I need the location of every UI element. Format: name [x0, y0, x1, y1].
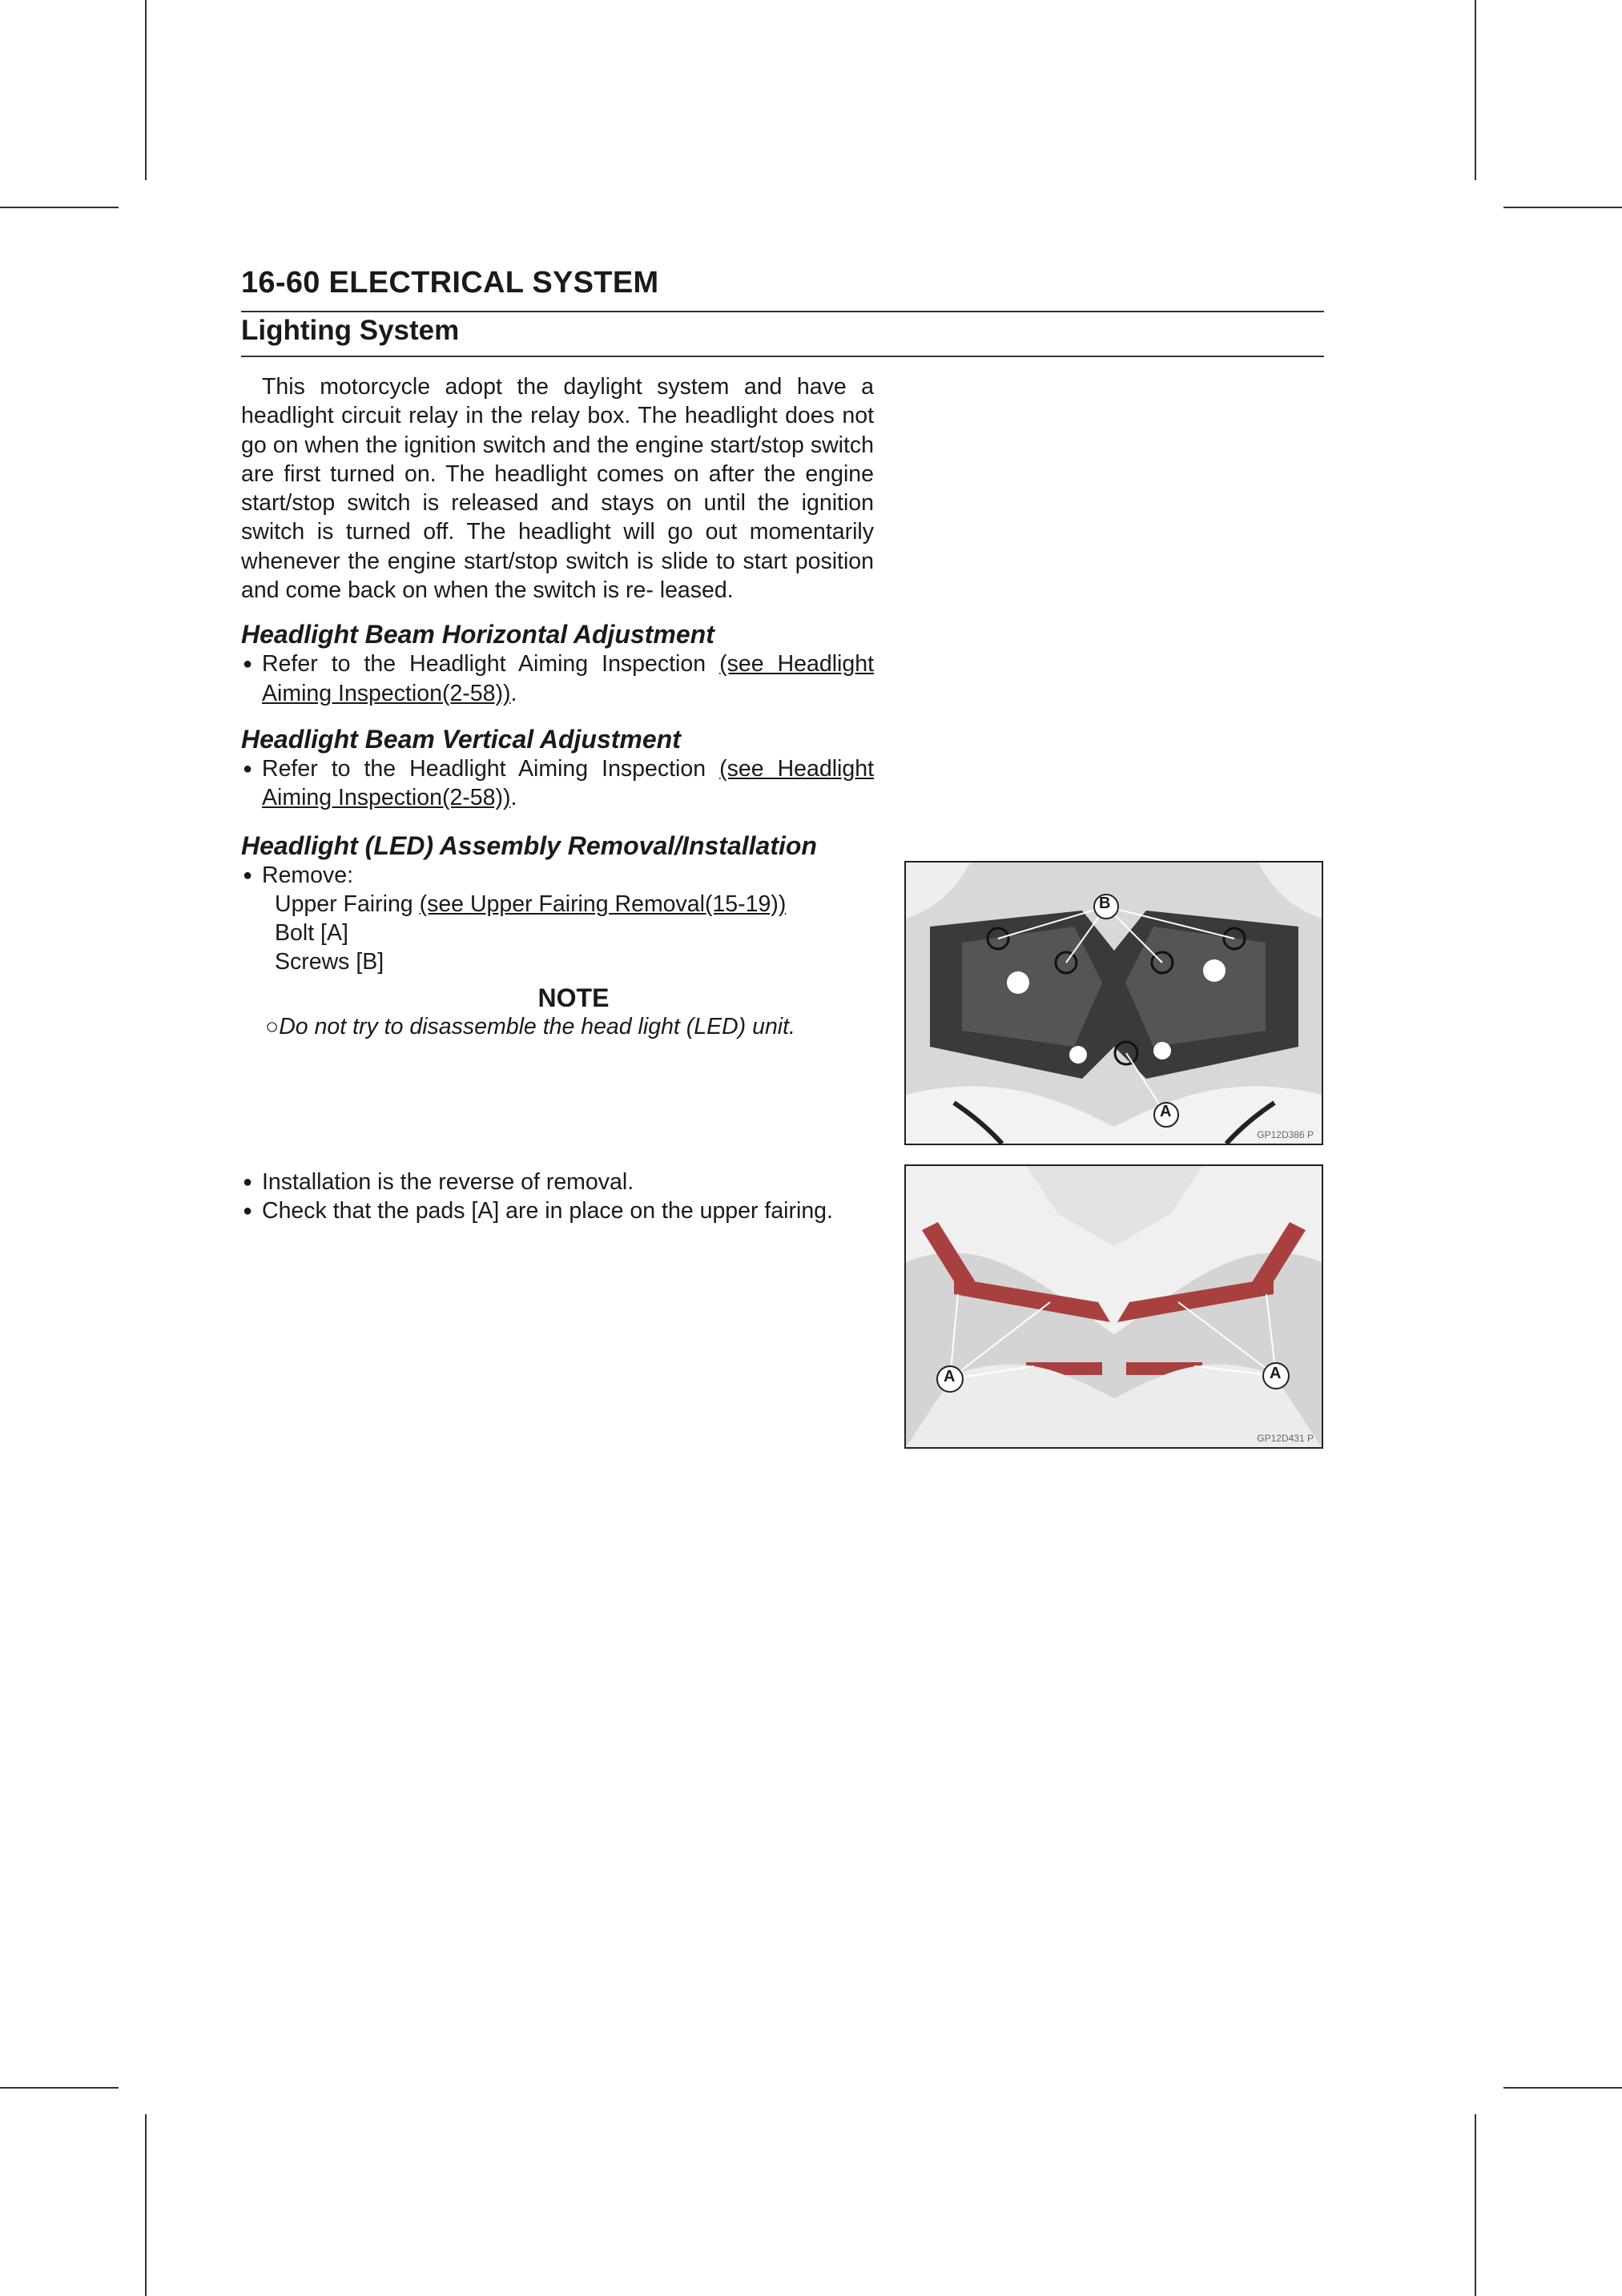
vertical-adjust-heading: Headlight Beam Vertical Adjustment: [241, 724, 681, 754]
note-title: NOTE: [537, 983, 610, 1012]
vertical-adjust-step: [241, 754, 874, 813]
step-end: .: [510, 680, 517, 706]
crop-mark: [145, 0, 147, 180]
remove-step: ● Remove:: [241, 861, 874, 890]
step-text: Refer to the Headlight Aiming Inspection: [262, 755, 720, 782]
step-text: Refer to the Headlight Aiming Inspection: [262, 651, 720, 678]
install-step: ● Installation is the reverse of removal.: [241, 1168, 874, 1196]
crop-mark: [0, 207, 119, 208]
install-column: [241, 1168, 874, 1226]
callout-label-a: A: [1160, 1103, 1172, 1120]
callout-label-a-right: A: [1270, 1365, 1282, 1382]
aiming-inspection-link[interactable]: (see Headlight Aiming Inspection(2-58)): [262, 651, 874, 706]
item-text: Upper Fairing: [275, 891, 420, 917]
crop-mark: [0, 2087, 119, 2089]
main-column: [241, 372, 874, 1041]
step-end: .: [510, 785, 517, 811]
crop-mark: [1475, 0, 1476, 180]
aiming-inspection-link[interactable]: (see Headlight Aiming Inspection(2-58)): [262, 755, 874, 811]
header-rule: [241, 311, 1324, 312]
remove-item-screws: Screws [B]: [275, 949, 384, 975]
upper-fairing-removal-link[interactable]: (see Upper Fairing Removal(15-19)): [419, 891, 787, 917]
remove-item-bolt: Bolt [A]: [275, 920, 348, 947]
section-rule: [241, 356, 1324, 357]
note-mark: ○: [265, 1014, 280, 1040]
crop-mark: [145, 2114, 147, 2296]
headlight-photo: [906, 863, 1322, 1144]
crop-mark: [1503, 2087, 1622, 2089]
remove-item-fairing: [241, 890, 874, 919]
figure-upper-fairing-pads: [904, 1164, 1323, 1449]
note-content: Do not try to disassemble the head light (LED) unit.: [279, 1014, 795, 1040]
intro-paragraph: This motorcycle adopt the daylight system and have a headlight circuit relay in the relay box. The headlight does not go on when the ignition switch and the engine start/stop switch are first turned on. The headlight comes on after the engine start/stop switch is released and stays on until the ignition switch is turned off. The headlight will go out momentarily whenever the engine start/stop switch is slide to start position and come back on when the switch is re- leased.: [241, 374, 874, 604]
callout-label-b: B: [1099, 895, 1111, 912]
figure-headlight-removal: [904, 861, 1323, 1145]
crop-mark: [1503, 207, 1622, 208]
section-title: Lighting System: [241, 315, 460, 346]
fairing-pads-photo: [906, 1166, 1322, 1447]
page-title: 16-60 ELECTRICAL SYSTEM: [241, 266, 659, 300]
removal-heading: Headlight (LED) Assembly Removal/Installation: [241, 830, 817, 860]
pads-check-step: ● Check that the pads [A] are in place on the upper fairing.: [241, 1196, 874, 1225]
horizontal-adjust-heading: Headlight Beam Horizontal Adjustment: [241, 620, 714, 649]
crop-mark: [1475, 2114, 1476, 2296]
callout-label-a-left: A: [944, 1368, 956, 1385]
figure-code: GP12D386 P: [1257, 1129, 1314, 1140]
note-text: [241, 1012, 874, 1041]
horizontal-adjust-step: [241, 649, 874, 708]
figure-code: GP12D431 P: [1257, 1433, 1314, 1444]
